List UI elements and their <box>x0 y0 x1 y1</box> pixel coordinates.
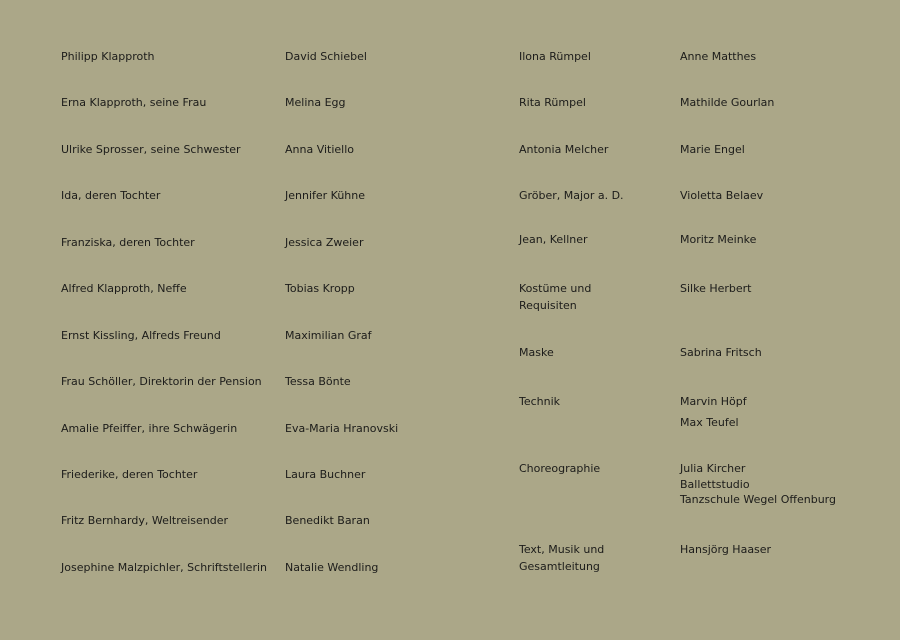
role-4: Ida, deren Tochter <box>61 189 161 202</box>
crew-maske-name: Sabrina Fritsch <box>680 346 762 359</box>
crew-maske-label: Maske <box>519 346 554 359</box>
role-7: Ernst Kissling, Alfreds Freund <box>61 329 221 342</box>
actor-8: Tessa Bönte <box>285 375 351 388</box>
actor-5: Jessica Zweier <box>285 236 364 249</box>
crew-kostueme-label-2: Requisiten <box>519 299 577 312</box>
actor-11: Benedikt Baran <box>285 514 370 527</box>
actor-4: Jennifer Kühne <box>285 189 366 202</box>
actor-6: Tobias Kropp <box>285 282 355 295</box>
actor-2: Melina Egg <box>285 96 346 109</box>
actor-3: Anna Vitiello <box>285 143 355 156</box>
role-2: Erna Klapproth, seine Frau <box>61 96 207 109</box>
actor-1: David Schiebel <box>285 50 367 63</box>
crew-leitung-label-1: Text, Musik und <box>519 543 605 556</box>
actor-13: Anne Matthes <box>680 50 757 63</box>
role-11: Fritz Bernhardy, Weltreisender <box>61 514 229 527</box>
role-15: Antonia Melcher <box>519 143 609 156</box>
actor-10: Laura Buchner <box>285 468 366 481</box>
crew-technik-name-1: Marvin Höpf <box>680 395 747 408</box>
role-14: Rita Rümpel <box>519 96 586 109</box>
actor-16: Violetta Belaev <box>680 189 764 202</box>
crew-kostueme-name: Silke Herbert <box>680 282 752 295</box>
role-9: Amalie Pfeiffer, ihre Schwägerin <box>61 422 238 435</box>
role-1: Philipp Klapproth <box>61 50 155 63</box>
crew-leitung-name: Hansjörg Haaser <box>680 543 772 556</box>
role-5: Franziska, deren Tochter <box>61 236 195 249</box>
actor-7: Maximilian Graf <box>285 329 372 342</box>
role-13: Ilona Rümpel <box>519 50 591 63</box>
crew-technik-name-2: Max Teufel <box>680 416 739 429</box>
role-16: Gröber, Major a. D. <box>519 189 624 202</box>
role-6: Alfred Klapproth, Neffe <box>61 282 187 295</box>
actor-15: Marie Engel <box>680 143 745 156</box>
role-17: Jean, Kellner <box>519 233 588 246</box>
role-12: Josephine Malzpichler, Schriftstellerin <box>61 561 267 574</box>
actor-14: Mathilde Gourlan <box>680 96 775 109</box>
role-10: Friederike, deren Tochter <box>61 468 198 481</box>
role-8: Frau Schöller, Direktorin der Pension <box>61 375 262 388</box>
crew-choreographie-name-3: Tanzschule Wegel Offenburg <box>680 493 836 506</box>
crew-choreographie-label: Choreographie <box>519 462 601 475</box>
actor-9: Eva-Maria Hranovski <box>285 422 399 435</box>
crew-choreographie-name-1: Julia Kircher <box>680 462 746 475</box>
actor-12: Natalie Wendling <box>285 561 379 574</box>
crew-technik-label: Technik <box>519 395 561 408</box>
role-3: Ulrike Sprosser, seine Schwester <box>61 143 241 156</box>
crew-kostueme-label-1: Kostüme und <box>519 282 592 295</box>
crew-leitung-label-2: Gesamtleitung <box>519 560 600 573</box>
actor-17: Moritz Meinke <box>680 233 757 246</box>
crew-choreographie-name-2: Ballettstudio <box>680 478 750 491</box>
